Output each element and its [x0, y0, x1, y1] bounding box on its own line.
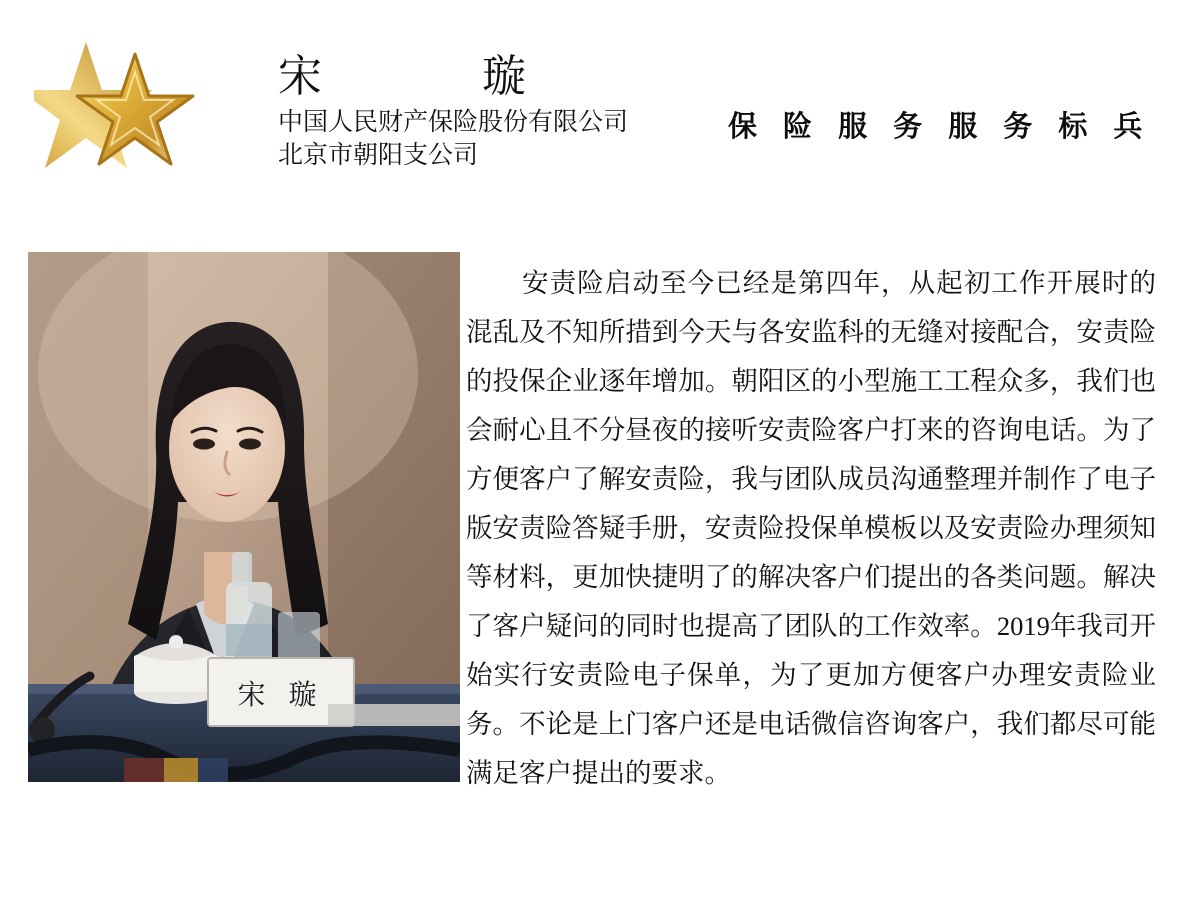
portrait-photo: [28, 252, 460, 782]
honor-title: 保 险 服 务 服 务 标 兵: [728, 111, 1152, 143]
document-header: [0, 0, 1200, 220]
name-block: [278, 48, 698, 172]
gold-star-icon: [34, 38, 204, 178]
person-name: 宋 璇: [278, 52, 550, 101]
svg-text:宋 璇: 宋 璇: [237, 680, 325, 711]
organization-line-1: 中国人民财产保险股份有限公司: [278, 108, 629, 136]
organization-line-2: 北京市朝阳支公司: [278, 141, 479, 169]
body-paragraph: 安责险启动至今已经是第四年，从起初工作开展时的混乱及不知所措到今天与各安监科的无缝对接配合，安责险的投保企业逐年增加。朝阳区的小型施工工程众多，我们也会耐心且不分昼夜的接听安责险客户打来的咨询电话。为了方便客户了解安责险，我与团队成员沟通整理并制作了电子版安责险答疑手册，安责险投保单模板以及安责险办理须知等材料，更加快捷明了的解决客户们提出的各类问题。解决了客户疑问的同时也提高了团队的工作效率。2019年我司开始实行安责险电子保单，为了更加方便客户办理安责险业务。不论是上门客户还是电话微信咨询客户，我们都尽可能满足客户提出的要求。: [466, 267, 1156, 788]
